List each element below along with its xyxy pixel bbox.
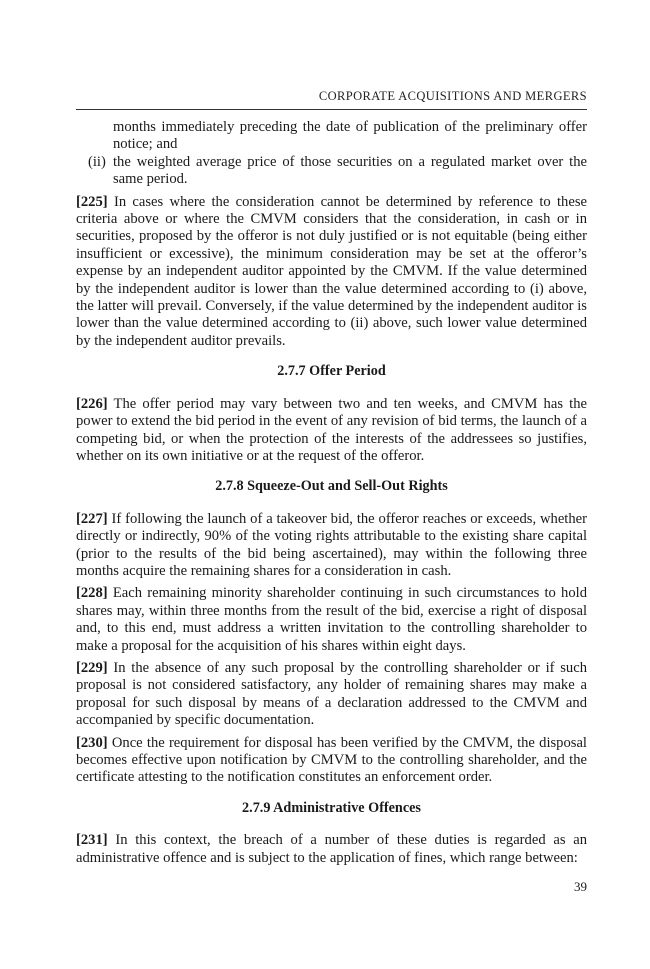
paragraph-text: Once the requirement for disposal has been verified by the CMVM, the disposal becomes effective upon notification by CMVM to the controlling shareholder, and the certificate attesting to the notification constitutes an enforcement order.: [76, 734, 587, 786]
paragraph-number: [226]: [76, 395, 108, 412]
paragraph-231: [76, 832, 587, 867]
section-heading-offer-period: 2.7.7 Offer Period: [277, 363, 386, 380]
paragraph-number: [231]: [76, 832, 108, 849]
list-item-text: the weighted average price of those securities on a regulated market over the same period.: [113, 153, 587, 188]
paragraph-227: [76, 511, 587, 581]
paragraph-number: [225]: [76, 193, 108, 210]
paragraph-text: In cases where the consideration cannot be determined by reference to these criteria above or where the CMVM considers that the consideration, in cash or in securities, proposed by the offeror is not duly justified or is not equitable (being either insufficient or excessive), the minimum consideration may be set at the offeror’s expense by an independent auditor appointed by the CMVM. If the value determined by the independent auditor is lower than the value determined according to (i) above, the latter will prevail. Conversely, if the value determined by the independent auditor is lower than the value determined according to (ii) above, such lower value determined by the independent auditor prevails.: [76, 193, 587, 349]
paragraph-text: In the absence of any such proposal by the controlling shareholder or if such proposal is not considered satisfactory, any holder of remaining shares may make a proposal for such disposal by means of a declaration addressed to the CMVM and accompanied by specific documentation.: [76, 659, 587, 729]
paragraph-number: [227]: [76, 510, 108, 527]
page-number: 39: [574, 879, 587, 894]
paragraph-text: In this context, the breach of a number of these duties is regarded as an administrative offence and is subject to the application of fines, which range between:: [76, 832, 587, 866]
paragraph-226: [76, 396, 587, 466]
paragraph-228: [76, 585, 587, 655]
paragraph-229: [76, 660, 587, 730]
list-item-number: (ii): [88, 153, 106, 170]
section-heading-administrative-offences: 2.7.9 Administrative Offences: [242, 799, 421, 816]
header-rule: [76, 109, 587, 110]
paragraph-230: [76, 735, 587, 787]
paragraph-text: If following the launch of a takeover bid, the offeror reaches or exceeds, whether directly or indirectly, 90% of the voting rights attributable to the existing share capital (prior to the results of the bid being ascertained), may within the following three months acquire the remaining shares for a consideration in cash.: [76, 510, 587, 579]
list-item-ii: [76, 154, 587, 189]
page-body: [76, 119, 587, 867]
running-header: CORPORATE ACQUISITIONS AND MERGERS: [318, 89, 587, 103]
paragraph-number: [229]: [76, 659, 108, 676]
section-heading-squeeze-out: 2.7.8 Squeeze-Out and Sell-Out Rights: [215, 478, 448, 495]
paragraph-number: [228]: [76, 585, 108, 602]
paragraph-text: Each remaining minority shareholder continuing in such circumstances to hold shares may, within three months from the result of the bid, exercise a right of disposal and, to this end, must address a written invitation to the controlling shareholder to make a proposal for the acquisition of his shares within eight days.: [76, 585, 587, 654]
paragraph-text: The offer period may vary between two and ten weeks, and CMVM has the power to extend the bid period in the event of any revision of bid terms, the launch of a competing bid, or when the protection of the interests of the addressees so justifies, whether on its own initiative or at the request of the offeror.: [76, 395, 588, 464]
paragraph-225: [76, 194, 587, 351]
paragraph-number: [230]: [76, 734, 108, 751]
continued-list-text: months immediately preceding the date of publication of the preliminary offer notice; and: [113, 119, 587, 153]
